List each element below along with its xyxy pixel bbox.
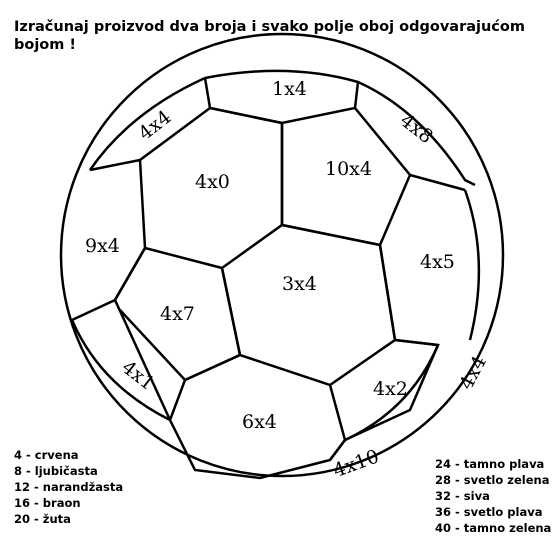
cell-bottom-curved: 4x10 <box>330 445 382 483</box>
legend-item: 4 - crvena <box>14 448 79 462</box>
cell-top: 1x4 <box>272 78 307 100</box>
cell-right-lower: 4x2 <box>373 378 408 400</box>
cell-right-upper: 10x4 <box>325 158 372 180</box>
cell-left-lower: 4x7 <box>160 303 195 325</box>
legend-item: 36 - svetlo plava <box>435 505 543 519</box>
cell-far-left: 9x4 <box>85 235 120 257</box>
cell-far-right: 4x5 <box>420 251 455 273</box>
cell-lower-right-curved: 4x4 <box>455 352 492 394</box>
legend-item: 32 - siva <box>435 489 490 503</box>
legend-item: 40 - tamno zelena <box>435 521 552 535</box>
legend-item: 20 - žuta <box>14 512 71 526</box>
cell-bottom: 6x4 <box>242 411 277 433</box>
cell-left-upper: 4x0 <box>195 171 230 193</box>
cell-lower-left-curved: 4x1 <box>117 356 159 396</box>
center-panel <box>222 225 395 385</box>
legend-item: 12 - narandžasta <box>14 480 124 494</box>
legend-left <box>14 447 123 527</box>
upper-right-seam <box>410 175 465 190</box>
legend-item: 24 - tamno plava <box>435 457 545 471</box>
legend-right <box>435 456 551 536</box>
legend-item: 28 - svetlo zelena <box>435 473 550 487</box>
upper-middle-seam <box>210 108 282 225</box>
cell-center: 3x4 <box>282 273 317 295</box>
cell-upper-right-curved: 4x8 <box>395 109 438 149</box>
legend-item: 16 - braon <box>14 496 81 510</box>
ball-arc-right <box>465 190 479 340</box>
page-title: Izračunaj proizvod dva broja i svako polje oboj odgovarajućom bojom ! <box>14 19 525 53</box>
cell-upper-left-curved: 4x4 <box>134 106 176 145</box>
legend-item: 8 - ljubičasta <box>14 464 98 478</box>
left-mid-seam <box>72 248 145 320</box>
